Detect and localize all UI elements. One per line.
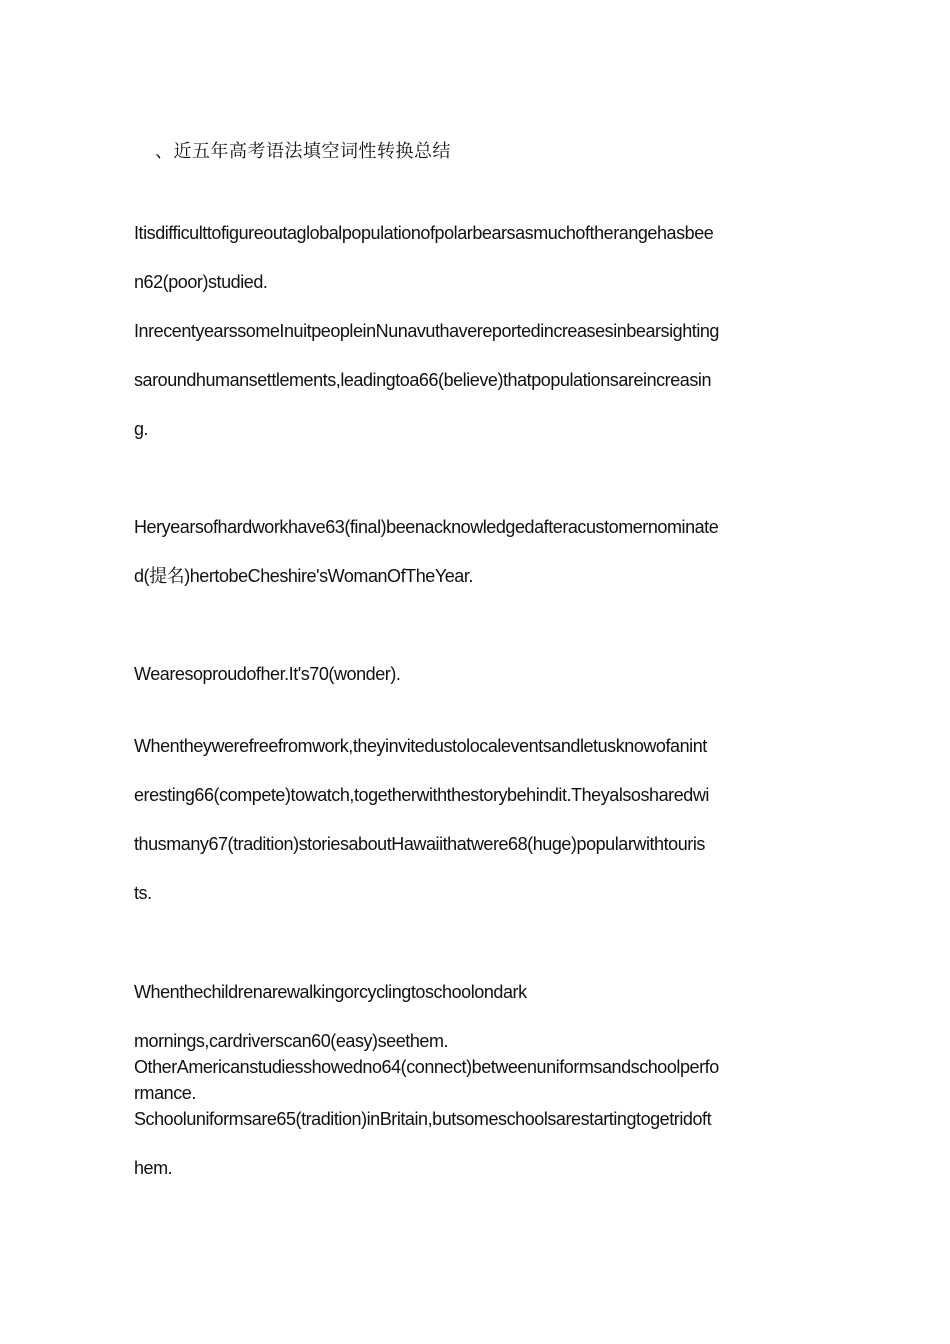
text-line: thusmany67(tradition)storiesaboutHawaiithatwere68(huge)popularwithtouris [134,834,705,854]
text-line: InrecentyearssomeInuitpeopleinNunavuthavereportedincreasesinbearsighting [134,321,719,341]
text-line: ts. [134,883,152,903]
text-line: saroundhumansettlements,leadingtoa66(believe)thatpopulationsareincreasin [134,370,711,390]
text-line: Whentheywerefreefromwork,theyinvitedustolocaleventsandletusknowofanint [134,736,707,756]
text-line: eresting66(compete)towatch,togetherwiththestorybehindit.Theyalsosharedwi [134,785,709,805]
text-line: g. [134,419,149,439]
text-line: Heryearsofhardworkhave63(final)beenacknowledgedafteracustomernominate [134,517,719,537]
text-line: n62(poor)studied. [134,272,268,292]
text-line: rmance. [134,1083,196,1103]
text-line: Itisdifficulttofigureoutaglobalpopulationofpolarbearsasmuchoftherangehasbee [134,223,714,243]
text-line: OtherAmericanstudiesshowedno64(connect)betweenuniformsandschoolperfo [134,1057,719,1077]
text-line: mornings,cardriverscan60(easy)seethem. [134,1031,449,1051]
text-line: Wearesoproudofher.It's70(wonder). [134,664,401,684]
document-title: 、近五年高考语法填空词性转换总结 [155,141,451,162]
text-line: Whenthechildrenarewalkingorcyclingtoschoolondark [134,982,527,1002]
text-line: hem. [134,1158,173,1178]
text-line: d(提名)hertobeCheshire'sWomanOfTheYear. [134,566,473,586]
text-line: Schooluniformsare65(tradition)inBritain,butsomeschoolsarestartingtogetridoft [134,1109,712,1129]
